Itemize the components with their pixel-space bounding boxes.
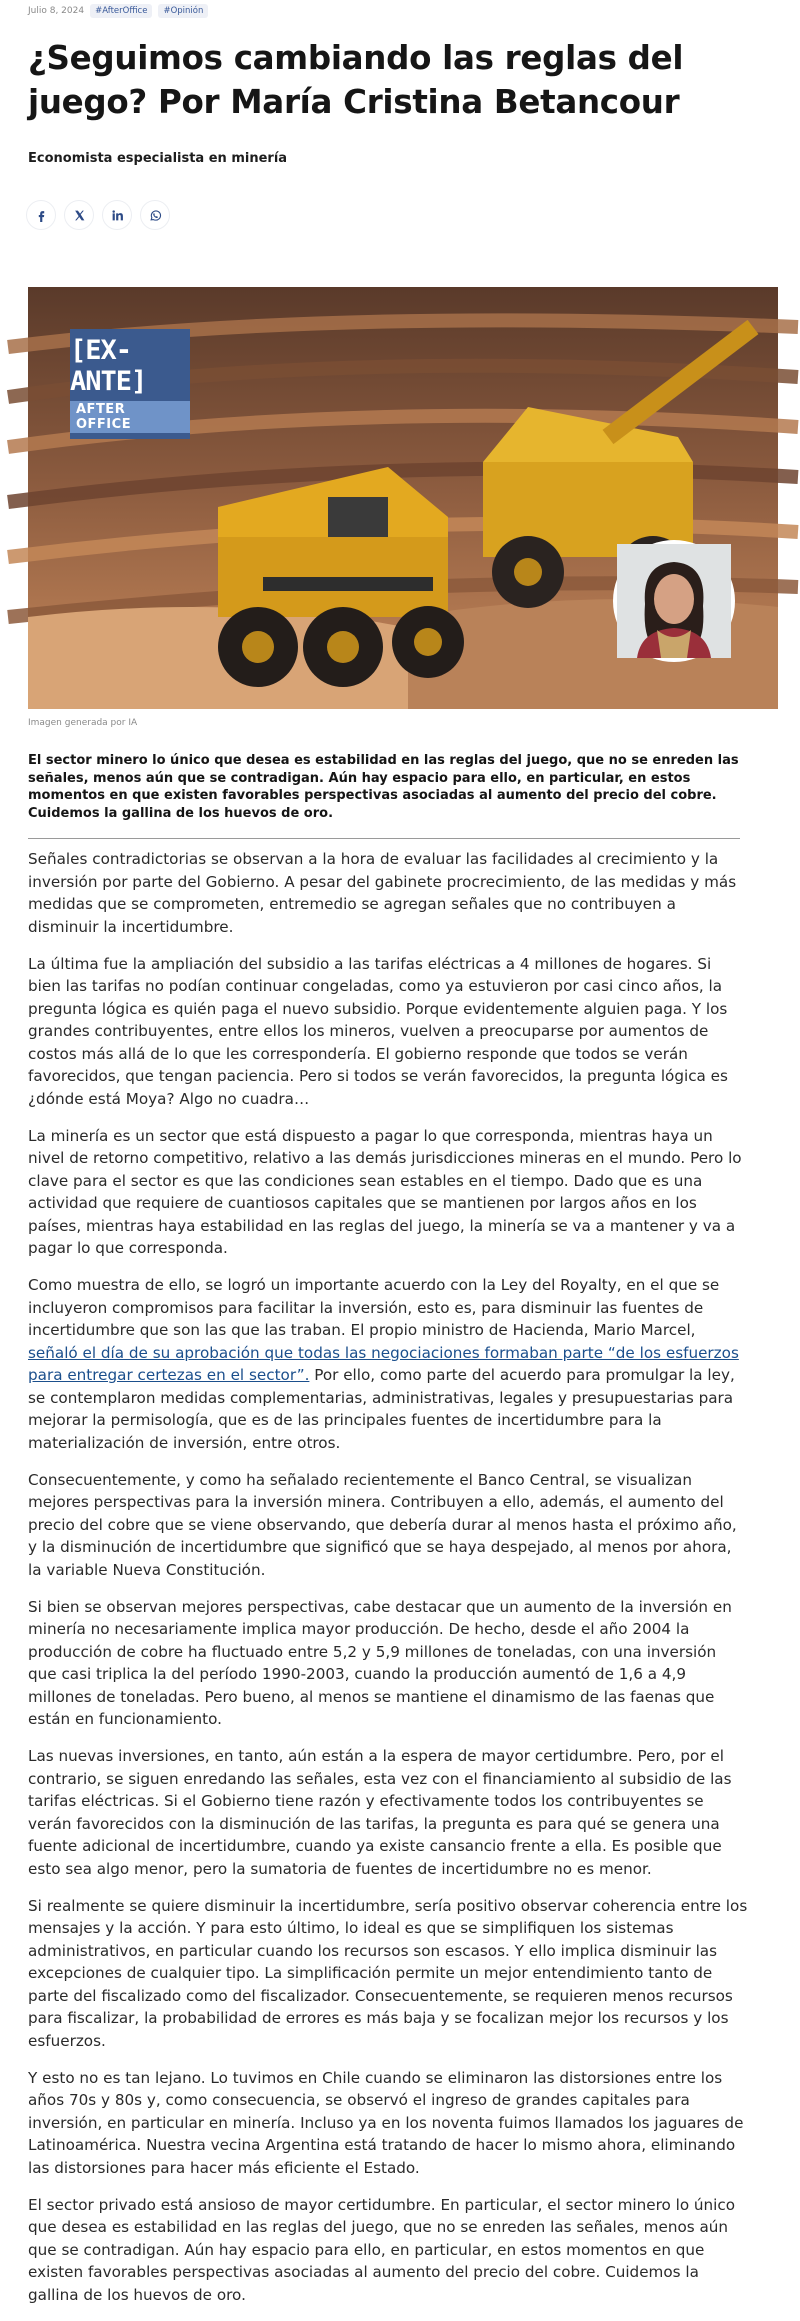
paragraph-5: Consecuentemente, y como ha señalado recientemente el Banco Central, se visualizan mejores perspectivas para la inversión minera. Contribuyen a ello, además, el aumento del precio del cobre que se viene observando, que debería durar al menos hasta el próximo año, y la disminución de incertidumbre que significó que se haya despejado, al menos por ahora, la variable Nueva Constitución. [28, 1470, 737, 1579]
share-facebook-button[interactable] [26, 200, 56, 230]
facebook-icon [35, 209, 48, 222]
paragraph-10: El sector privado está ansioso de mayor certidumbre. En particular, el sector minero lo único que desea es estabilidad en las reglas del juego, que no se enreden las señales, menos aún que se contradigan. Aún hay espacio para ello, en particular, en estos momentos en que existen favorables perspectivas asociadas al aumento del precio del cobre. Cuidemos la gallina de los huevos de oro. [28, 2195, 736, 2304]
share-x-button[interactable] [64, 200, 94, 230]
logo-main-text: [EX-ANTE] [70, 335, 147, 397]
tag-afteroffice[interactable]: #AfterOffice [90, 4, 152, 18]
paragraph-8: Si realmente se quiere disminuir la incertidumbre, sería positivo observar coherencia entre los mensajes y la acción. Y para esto último, lo ideal es que se simplifiquen los sistemas administrativos, en particular cuando los recursos son escasos. Y ello implica disminuir las excepciones de cualquier tipo. La simplificación permite un mejor entendimiento tanto de parte del fiscalizado como del fiscalizador. Consecuentemente, se requieren menos recursos para fiscalizar, la probabilidad de errores es más baja y se focalizan mejor los recursos y los esfuerzos. [28, 1896, 748, 2050]
tag-opinion[interactable]: #Opinión [158, 4, 208, 18]
paragraph-2: La última fue la ampliación del subsidio a las tarifas eléctricas a 4 millones de hogares. Si bien las tarifas no podían continuar congeladas, como ya estuvieron por casi cinco años, la pregunta lógica es quién paga el nuevo subsidio. Porque evidentemente alguien paga. Y los grandes contribuyentes, entre ellos los mineros, vuelven a preocuparse por aumentos de costos más allá de lo que les correspondería. El gobierno responde que todos se verán favorecidos, que tengan paciencia. Pero si todos se verán favorecidos, la pregunta lógica es ¿dónde está Moya? Algo no cuadra… [28, 954, 728, 1108]
large-truck [218, 467, 464, 687]
author-portrait [613, 540, 735, 662]
publish-date: Julio 8, 2024 [28, 6, 85, 16]
paragraph-1: Señales contradictorias se observan a la hora de evaluar las facilidades al crecimiento y la inversión por parte del Gobierno. A pesar del gabinete procrecimiento, de las medidas y más medidas que se comprometen, entremedio se agregan señales que no contribuyen a disminuir la incertidumbre. [28, 850, 737, 936]
x-icon [73, 209, 86, 222]
share-bar [26, 200, 170, 230]
share-linkedin-button[interactable] [102, 200, 132, 230]
article-body [28, 848, 748, 2321]
divider [28, 838, 740, 839]
author-role: Economista especialista en minería [28, 151, 288, 166]
logo-sub-text: AFTER OFFICE [70, 401, 190, 433]
paragraph-4-text-a: Como muestra de ello, se logró un importante acuerdo con la Ley del Royalty, en el que se incluyeron compromisos para facilitar la inversión, esto es, para disminuir las fuentes de incertidumbre que son las que las traban. El propio ministro de Hacienda, Mario Marcel, [28, 1276, 720, 1339]
linkedin-icon [111, 209, 124, 222]
paragraph-7: Las nuevas inversiones, en tanto, aún están a la espera de mayor certidumbre. Pero, por el contrario, se siguen enredando las señales, esta vez con el financiamiento al subsidio de las tarifas eléctricas. Si el Gobierno tiene razón y efectivamente todos los contribuyentes se verán favorecidos con la disminución de las tarifas, la pregunta es para qué se genera una fuente adicional de incertidumbre, cuando ya existe cansancio frente a ella. Es posible que esto sea algo menor, pero la sumatoria de fuentes de incertidumbre no es menor. [28, 1747, 732, 1878]
paragraph-9: Y esto no es tan lejano. Lo tuvimos en Chile cuando se eliminaron las distorsiones entre los años 70s y 80s y, como consecuencia, se observó el ingreso de grandes capitales para inversión, en particular en minería. Incluso ya en los noventa fuimos llamados los jaguares de Latinoamérica. Nuestra vecina Argentina está tratando de hacer lo mismo ahora, eliminando las distorsiones para hacer más eficiente el Estado. [28, 2068, 744, 2177]
paragraph-4 [28, 1274, 748, 1454]
paragraph-6: Si bien se observan mejores perspectivas, cabe destacar que un aumento de la inversión en minería no necesariamente implica mayor producción. De hecho, desde el año 2004 la producción de cobre ha fluctuado entre 5,2 y 5,9 millones de toneladas, con una inversión que casi triplica la del período 1990-2003, cuando la producción aumentó de 1,6 a 4,9 millones de toneladas. Pero bueno, al menos se mantiene el dinamismo de las faenas que están en funcionamiento. [28, 1597, 732, 1728]
exante-logo [70, 329, 190, 439]
image-caption: Imagen generada por IA [28, 718, 138, 728]
hero-image [28, 287, 778, 709]
article-meta [28, 2, 208, 20]
article-title: ¿Seguimos cambiando las reglas del juego? Por María Cristina Betancour [28, 39, 684, 121]
marcel-quote-link[interactable]: señaló el día de su aprobación que todas las negociaciones formaban parte “de los esfuerzos para entregar certezas en el sector”. [28, 1343, 739, 1384]
paragraph-3: La minería es un sector que está dispuesto a pagar lo que corresponda, mientras haya un nivel de retorno competitivo, relativo a las demás jurisdicciones mineras en el mundo. Pero lo clave para el sector es que las condiciones sean estables en el tiempo. Dado que es una actividad que requiere de cuantiosos capitales que se mantienen por largos años en los países, mientras haya estabilidad en las reglas del juego, la minería se va a mantener y va a pagar lo que corresponda. [28, 1126, 742, 1257]
share-whatsapp-button[interactable] [140, 200, 170, 230]
article-lead: El sector minero lo único que desea es estabilidad en las reglas del juego, que no se enreden las señales, menos aún que se contradigan. Aún hay espacio para ello, en particular, en estos momentos en que existen favorables perspectivas asociadas al aumento del precio del cobre. Cuidemos la gallina de los huevos de oro. [28, 753, 739, 821]
paragraph-4-text-b: Por ello, como parte del acuerdo para promulgar la ley, se contemplaron medidas complementarias, administrativas, legales y presupuestarias para mejorar la permisología, que es de las principales fuentes de incertidumbre para la materialización de inversión, entre otros. [28, 1366, 735, 1452]
whatsapp-icon [149, 209, 162, 222]
